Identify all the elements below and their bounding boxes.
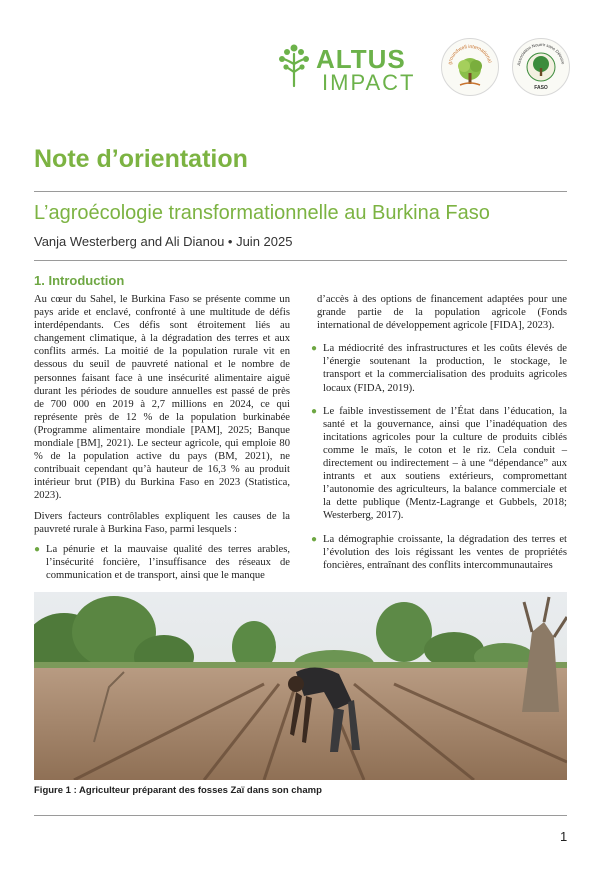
authors-divider <box>34 260 567 261</box>
figure-caption: Figure 1 : Agriculteur préparant des fosses Zaï dans son champ <box>34 785 322 796</box>
document-subtitle: L’agroécologie transformationnelle au Burkina Faso <box>34 202 490 224</box>
list-item <box>34 543 290 582</box>
left-column <box>34 293 290 589</box>
altus-wordmark: ALTUS <box>316 44 406 74</box>
list-item <box>311 405 567 523</box>
page-title: Note d’orientation <box>34 145 248 173</box>
sprout-icon <box>276 42 312 90</box>
footer-divider <box>34 815 567 816</box>
bullet-icon: ● <box>311 405 318 417</box>
factors-list <box>34 543 290 582</box>
factors-intro-paragraph: Divers facteurs contrôlables expliquent les causes de la pauvreté rurale à Burkina Faso, parmi lesquels : <box>34 510 290 535</box>
bullet-icon: ● <box>311 343 318 355</box>
authors-line: Vanja Westerberg and Ali Dianou • Juin 2025 <box>34 234 293 249</box>
nsd-logo-sub: FASO <box>534 85 548 91</box>
list-item-text: d’accès à des options de financement adaptées pour une grande partie de la population agricole (Fonds international de développement agricole [FIDA], 2023). <box>317 294 567 332</box>
list-item-text: La démographie croissante, la dégradation des terres et l’évolution des lois régissant les ventes de propriétés foncières, entraînant des conflits intercommunautaires <box>323 533 567 571</box>
intro-paragraph: Au cœur du Sahel, le Burkina Faso se présente comme un pays aride et enclavé, confronté à une multitude de défis interdépendants. Ces défis sont étroitement liés au changement climatique, à la dégradation des terres et aux conflits armés. La moitié de la population rurale vit en dessous du seuil de pauvreté national et le nombre de personnes faisant face à une insécurité alimentaire aiguë durant les périodes de soudure annuelles est passé de près de 700 000 en 2019 à 2,7 millions en 2024, ce qui représente près de 12 % de la population burkinabée (Programme alimentaire mondiale [PAM], 2025; Banque mondiale [BM], 2021). Le secteur agricole, qui emploie 80 % de la population active du pays (BM, 2021), ne contribuait cependant qu’à hauteur de 16,3 % au produit intérieur brut (PIB) du Burkina Faso en 2023 (Statistica, 2023). <box>34 294 290 502</box>
altus-impact-logo <box>276 40 428 94</box>
list-item <box>311 533 567 572</box>
list-item-text: La pénurie et la mauvaise qualité des terres arables, l’insécurité foncière, l’insuffisance des réseaux de communication et de transport, ainsi que le manque <box>46 543 290 581</box>
groundwell-logo <box>441 38 499 96</box>
title-divider <box>34 191 567 192</box>
list-item <box>311 293 567 332</box>
factors-list-continued <box>311 293 567 572</box>
farmer-field-photo <box>34 592 567 780</box>
tree-emblem-icon <box>513 39 569 95</box>
bullet-icon: ● <box>311 533 318 545</box>
section-heading: 1. Introduction <box>34 273 125 288</box>
bullet-icon: ● <box>34 543 41 555</box>
nourrir-sans-detruire-logo <box>512 38 570 96</box>
list-item <box>311 342 567 394</box>
right-column <box>311 293 567 579</box>
groundwell-logo-text: groundwell international <box>447 43 493 66</box>
impact-wordmark: IMPACT <box>322 70 416 95</box>
list-item-text: Le faible investissement de l’État dans l’éducation, la santé et la gouvernance, ainsi que l’inadéquation des incitations agricoles pour la culture de produits ciblés comme le maïs, le coton et le riz. Cela conduit – directement ou indirectement – à une “dépendance” aux intrants et aux soutiens extérieurs, compromettant l’autonomie des agriculteurs, la balance commerciale et la dette publique (Mentz-Lagrange et Gubbels, 2018; Westerberg, 2017). <box>323 405 567 522</box>
nsd-logo-text: Association Nourrir sans Détruire <box>516 41 566 66</box>
page-number: 1 <box>560 829 568 844</box>
tree-icon <box>442 39 498 95</box>
list-item-text: La médiocrité des infrastructures et les coûts élevés de l’énergie soutenant la production, le stockage, le transport et la commercialisation des produits agricoles locaux (FIDA, 2019). <box>323 343 567 394</box>
